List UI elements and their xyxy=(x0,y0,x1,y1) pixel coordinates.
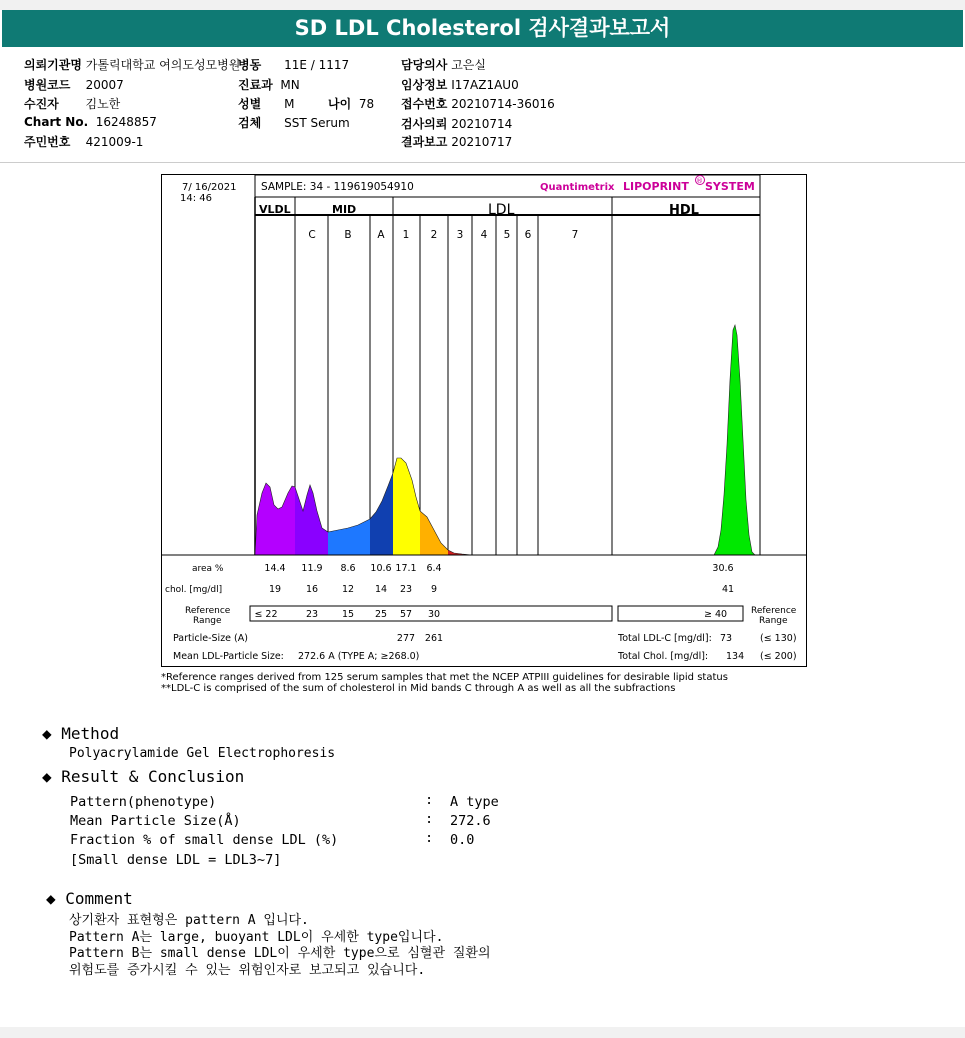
info-value: 20210717 xyxy=(451,135,513,149)
info-hospital-code xyxy=(24,76,124,93)
area-vldl: 14.4 xyxy=(264,563,286,574)
result-mean-size-label: Mean Particle Size(Å) xyxy=(70,813,241,829)
peak-mid-c xyxy=(295,485,328,555)
peak-vldl xyxy=(255,483,295,555)
info-label: 임상정보 xyxy=(401,78,448,92)
peak-ldl-2 xyxy=(420,511,448,555)
info-label: 성별 xyxy=(238,97,262,111)
band-label-6: 6 xyxy=(524,229,532,241)
info-value: 16248857 xyxy=(95,115,157,129)
comment-title: Comment xyxy=(65,889,133,908)
ref-label-right-2: Range xyxy=(759,616,788,626)
info-label: 병동 xyxy=(238,58,262,72)
ref-label-left-2: Range xyxy=(193,616,222,626)
chol-vldl: 19 xyxy=(268,584,282,595)
info-value: 78 xyxy=(358,97,375,111)
method-title: Method xyxy=(61,724,120,743)
peak-ldl-1 xyxy=(393,458,420,555)
band-label-b: B xyxy=(344,229,352,241)
info-label: 접수번호 xyxy=(401,97,448,111)
row-chol-label: chol. [mg/dl] xyxy=(165,585,223,595)
peak-hdl xyxy=(714,325,755,555)
footnote-ldlc: **LDL-C is comprised of the sum of cholesterol in Mid bands C through A as well as all the subfractions xyxy=(161,683,676,694)
info-department xyxy=(238,76,300,93)
chart-sample: SAMPLE: 34 - 119619054910 xyxy=(261,181,414,193)
ref-hdl: ≥ 40 xyxy=(704,609,728,620)
top-strip xyxy=(0,0,965,10)
info-label: 진료과 xyxy=(238,78,273,92)
result-pattern-label: Pattern(phenotype) xyxy=(70,794,217,810)
info-label: 병원코드 xyxy=(24,78,71,92)
area-a: 10.6 xyxy=(370,563,392,574)
result-title: Result & Conclusion xyxy=(61,767,245,786)
lipoprint-svg xyxy=(162,175,806,666)
info-label: 담당의사 xyxy=(401,58,448,72)
chol-a: 14 xyxy=(374,584,388,595)
info-label: 수진자 xyxy=(24,97,59,111)
comment-line-2: Pattern A는 large, buoyant LDL이 우세한 type입니다. xyxy=(69,930,444,945)
info-requesting-institution xyxy=(24,56,240,73)
info-value: M xyxy=(284,97,295,111)
method-text: Polyacrylamide Gel Electrophoresis xyxy=(69,746,336,761)
result-note: [Small dense LDL = LDL3~7] xyxy=(70,852,282,868)
info-value: 가톨릭대학교 여의도성모병원 xyxy=(85,58,241,72)
info-label: 결과보고 xyxy=(401,135,448,149)
bottom-strip xyxy=(0,1027,965,1038)
brand-registered-mark: ® xyxy=(696,177,703,185)
info-label: 검체 xyxy=(238,116,262,130)
area-ldl2: 6.4 xyxy=(426,563,442,574)
group-mid: MID xyxy=(332,203,357,216)
ref-a: 25 xyxy=(374,609,388,620)
info-value: 20210714-36016 xyxy=(451,97,555,111)
info-specimen xyxy=(238,114,350,131)
total-chol-label: Total Chol. [mg/dl]: xyxy=(618,651,709,662)
total-chol-range: (≤ 200) xyxy=(760,651,797,662)
particle-size-1: 277 xyxy=(396,633,416,644)
info-value: SST Serum xyxy=(284,116,350,130)
total-ldlc-value: 73 xyxy=(720,633,733,644)
area-hdl: 30.6 xyxy=(712,563,734,574)
band-label-4: 4 xyxy=(480,229,488,241)
chol-b: 12 xyxy=(341,584,355,595)
ref-label-left-1: Reference xyxy=(185,606,231,616)
group-hdl: HDL xyxy=(669,203,699,218)
result-pattern-colon: : xyxy=(425,792,434,808)
info-chart-no xyxy=(24,115,157,129)
area-c: 11.9 xyxy=(301,563,323,574)
chol-c: 16 xyxy=(305,584,319,595)
info-ward xyxy=(238,56,349,73)
ref-label-right-1: Reference xyxy=(751,606,797,616)
peak-mid-b xyxy=(328,519,370,555)
diamond-bullet-icon: ◆ xyxy=(42,767,52,786)
chart-date: 7/ 16/2021 xyxy=(182,182,237,193)
row-area-label: area % xyxy=(192,564,224,574)
info-test-request xyxy=(401,115,512,132)
result-fraction-value: 0.0 xyxy=(450,832,475,848)
area-b: 8.6 xyxy=(340,563,356,574)
area-ldl1: 17.1 xyxy=(395,563,417,574)
info-value: 김노한 xyxy=(85,97,121,111)
info-value: 고은실 xyxy=(451,58,486,72)
info-doctor xyxy=(401,56,486,73)
band-label-5: 5 xyxy=(503,229,511,241)
chart-time: 14: 46 xyxy=(180,193,212,204)
info-value: 20210714 xyxy=(451,117,513,131)
group-vldl: VLDL xyxy=(259,203,291,216)
info-clinical xyxy=(401,76,519,93)
ref-ldl2: 30 xyxy=(427,609,441,620)
brand-lipoprint: LIPOPRINT xyxy=(623,180,689,193)
info-resident-number xyxy=(24,133,143,150)
info-patient xyxy=(24,95,120,112)
group-ldl: LDL xyxy=(488,202,515,218)
ref-c: 23 xyxy=(305,609,319,620)
info-value: I17AZ1AU0 xyxy=(451,78,519,92)
result-fraction-colon: : xyxy=(425,830,434,846)
band-label-a: A xyxy=(377,229,385,241)
result-fraction-label: Fraction % of small dense LDL (%) xyxy=(70,832,339,848)
peak-mid-a xyxy=(370,473,393,555)
particle-size-label: Particle-Size (A) xyxy=(173,633,248,644)
result-section xyxy=(42,767,244,786)
chol-ldl1: 23 xyxy=(399,584,413,595)
result-mean-size-colon: : xyxy=(425,811,434,827)
report-title: SD LDL Cholesterol 검사결과보고서 xyxy=(2,10,963,47)
total-ldlc-range: (≤ 130) xyxy=(760,633,797,644)
result-mean-size-value: 272.6 xyxy=(450,813,491,829)
ref-vldl: ≤ 22 xyxy=(254,609,278,620)
mean-size-value: 272.6 A (TYPE A; ≥268.0) xyxy=(298,651,420,662)
info-label: 의뢰기관명 xyxy=(24,58,82,72)
info-receipt-number xyxy=(401,95,555,112)
band-label-3: 3 xyxy=(456,229,464,241)
mean-size-label: Mean LDL-Particle Size: xyxy=(173,651,284,662)
result-pattern-value: A type xyxy=(450,794,499,810)
header-divider xyxy=(0,162,965,163)
band-label-1: 1 xyxy=(402,229,410,241)
comment-line-1: 상기환자 표현형은 pattern A 입니다. xyxy=(69,913,309,928)
info-label: 주민번호 xyxy=(24,135,71,149)
info-label: Chart No. xyxy=(24,115,89,129)
comment-section xyxy=(46,889,133,908)
band-label-7: 7 xyxy=(571,229,579,241)
total-ldlc-label: Total LDL-C [mg/dl]: xyxy=(618,633,712,644)
info-age xyxy=(328,95,374,112)
band-label-2: 2 xyxy=(430,229,438,241)
chol-ldl2: 9 xyxy=(430,584,438,595)
info-label: 검사의뢰 xyxy=(401,117,448,131)
info-label: 나이 xyxy=(328,97,352,111)
brand-quantimetrix: Quantimetrix xyxy=(540,182,615,193)
info-sex xyxy=(238,95,294,112)
method-section xyxy=(42,724,119,743)
ref-ldl1: 57 xyxy=(399,609,413,620)
ref-b: 15 xyxy=(341,609,355,620)
info-value: 20007 xyxy=(85,78,124,92)
particle-size-2: 261 xyxy=(424,633,444,644)
info-result-report xyxy=(401,133,512,150)
info-value: 11E / 1117 xyxy=(284,58,350,72)
comment-line-3: Pattern B는 small dense LDL이 우세한 type으로 심혈관 질환의 xyxy=(69,946,491,961)
chol-hdl: 41 xyxy=(721,584,735,595)
band-label-c: C xyxy=(308,229,316,241)
peak-ldl-3 xyxy=(448,550,472,555)
brand-system: SYSTEM xyxy=(705,180,755,193)
info-value: MN xyxy=(280,78,300,92)
comment-line-4: 위험도를 증가시킬 수 있는 위험인자로 보고되고 있습니다. xyxy=(69,963,426,978)
info-value: 421009-1 xyxy=(85,135,144,149)
footnote-reference: *Reference ranges derived from 125 serum samples that met the NCEP ATPIII guidelines for desirable lipid status xyxy=(161,672,728,683)
diamond-bullet-icon: ◆ xyxy=(46,889,56,908)
total-chol-value: 134 xyxy=(726,651,745,662)
lipoprint-chart xyxy=(161,174,807,667)
diamond-bullet-icon: ◆ xyxy=(42,724,52,743)
